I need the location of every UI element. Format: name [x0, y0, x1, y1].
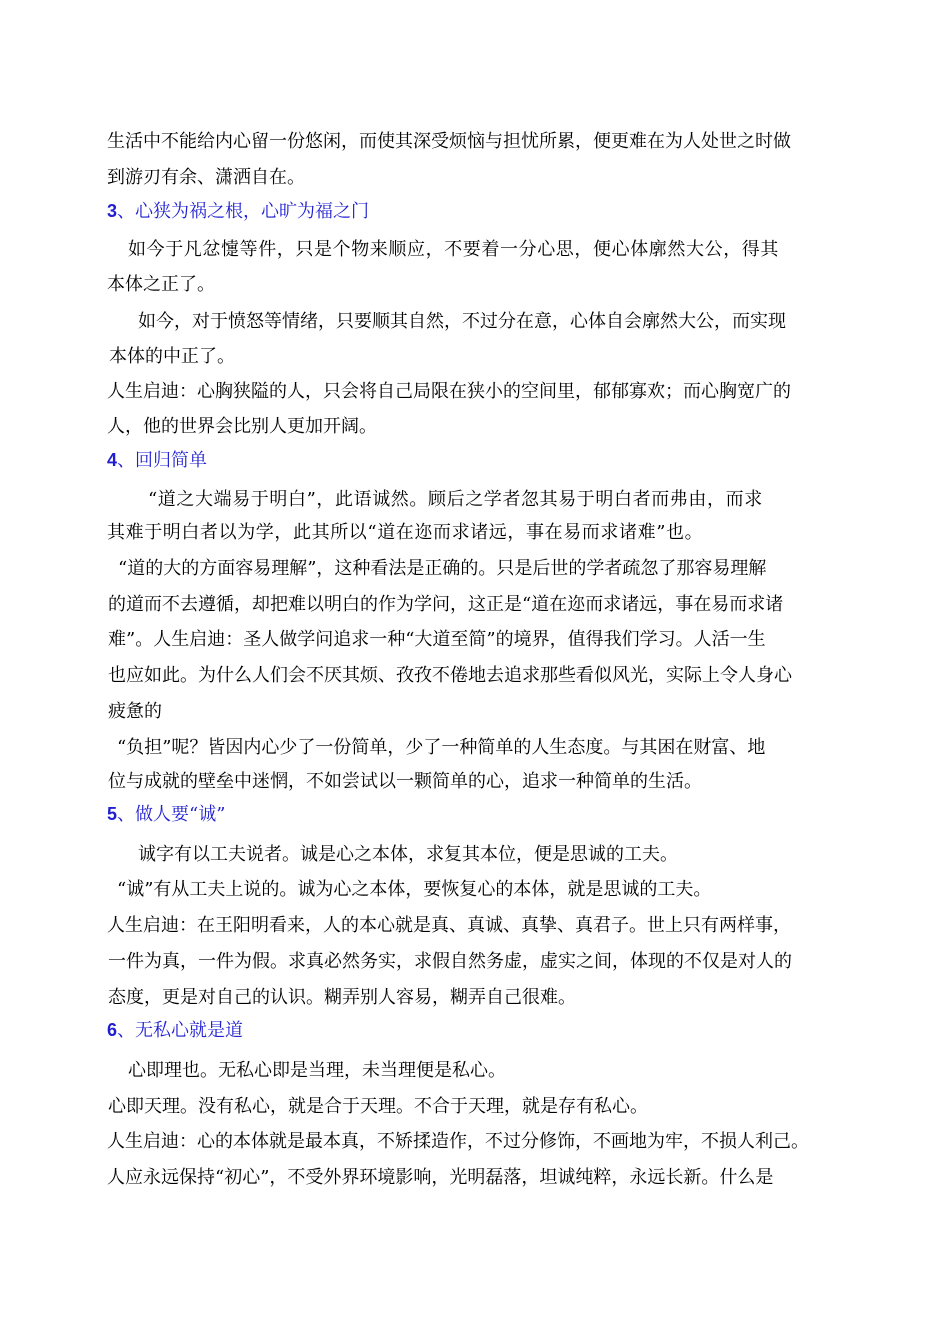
- paragraph-line: 难”。人生启迪：圣人做学问追求一种“大道至简”的境界，值得我们学习。人活一生: [108, 629, 766, 650]
- section-heading-6: [107, 1018, 867, 1043]
- heading-text: 、做人要“诚”: [117, 804, 226, 825]
- paragraph-line: “道的大的方面容易理解”，这种看法是正确的。只是后世的学者疏忽了那容易理解: [118, 558, 767, 579]
- section-heading-3: [107, 199, 867, 224]
- heading-number: 6: [107, 1020, 118, 1040]
- paragraph-line: 人应永远保持“初心”，不受外界环境影响，光明磊落，坦诚纯粹，永远长新。什么是: [107, 1167, 774, 1188]
- paragraph-line: 也应如此。为什么人们会不厌其烦、孜孜不倦地去追求那些看似风光，实际上令人身心: [108, 665, 792, 686]
- paragraph-line: 心即理也。无私心即是当理，未当理便是私心。: [128, 1060, 506, 1081]
- paragraph-line: 人，他的世界会比别人更加开阔。: [107, 416, 377, 437]
- paragraph-line: 人生启迪：在王阳明看来，人的本心就是真、真诚、真挚、真君子。世上只有两样事，: [107, 915, 791, 936]
- paragraph-line: 态度，更是对自己的认识。糊弄别人容易，糊弄自己很难。: [108, 987, 576, 1008]
- paragraph-line: 其难于明白者以为学，此其所以“道在迩而求诸远，事在易而求诸难”也。: [107, 522, 704, 543]
- paragraph-line: 人生启迪：心胸狭隘的人，只会将自己局限在狭小的空间里，郁郁寡欢；而心胸宽广的: [107, 381, 791, 402]
- paragraph-line: 如今，对于愤怒等情绪，只要顺其自然，不过分在意，心体自会廓然大公，而实现: [138, 311, 786, 332]
- paragraph-line: 本体之正了。: [107, 274, 215, 295]
- section-heading-4: [107, 448, 867, 473]
- paragraph-line: “道之大端易于明白”，此语诚然。顾后之学者忽其易于明白者而弗由，而求: [148, 489, 763, 510]
- paragraph-line: 如今于凡忿懥等件，只是个物来顺应，不要着一分心思，便心体廓然大公，得其: [128, 239, 779, 260]
- heading-number: 4: [107, 450, 118, 470]
- paragraph-line: 心即天理。没有私心，就是合于天理。不合于天理，就是存有私心。: [108, 1096, 648, 1117]
- section-heading-5: [107, 802, 867, 827]
- paragraph-line: 的道而不去遵循，却把难以明白的作为学问，这正是“道在迩而求诸远，事在易而求诸: [108, 594, 784, 615]
- paragraph-line: 本体的中正了。: [109, 346, 235, 367]
- paragraph-line: 疲惫的: [108, 701, 162, 722]
- paragraph-line: 一件为真，一件为假。求真必然务实，求假自然务虚，虚实之间，体现的不仅是对人的: [108, 951, 792, 972]
- heading-number: 5: [107, 804, 118, 824]
- heading-text: 、心狭为祸之根，心旷为福之门: [117, 201, 370, 222]
- paragraph-line: 人生启迪：心的本体就是最本真，不矫揉造作，不过分修饰，不画地为牢，不损人利己。: [107, 1131, 809, 1152]
- heading-text: 、无私心就是道: [117, 1020, 244, 1041]
- paragraph-line: 诚字有以工夫说者。诚是心之本体，求复其本位，便是思诚的工夫。: [138, 844, 678, 865]
- paragraph-line: 生活中不能给内心留一份悠闲，而使其深受烦恼与担忧所累，便更难在为人处世之时做: [107, 131, 791, 152]
- paragraph-line: 位与成就的壁垒中迷惘，不如尝试以一颗简单的心，追求一种简单的生活。: [108, 771, 702, 792]
- heading-number: 3: [107, 201, 118, 221]
- paragraph-line: “负担”呢？皆因内心少了一份简单，少了一种简单的人生态度。与其困在财富、地: [117, 737, 766, 758]
- paragraph-line: 到游刃有余、潇洒自在。: [107, 167, 305, 188]
- heading-text: 、回归简单: [117, 450, 208, 471]
- paragraph-line: “诚”有从工夫上说的。诚为心之本体，要恢复心的本体，就是思诚的工夫。: [117, 879, 712, 900]
